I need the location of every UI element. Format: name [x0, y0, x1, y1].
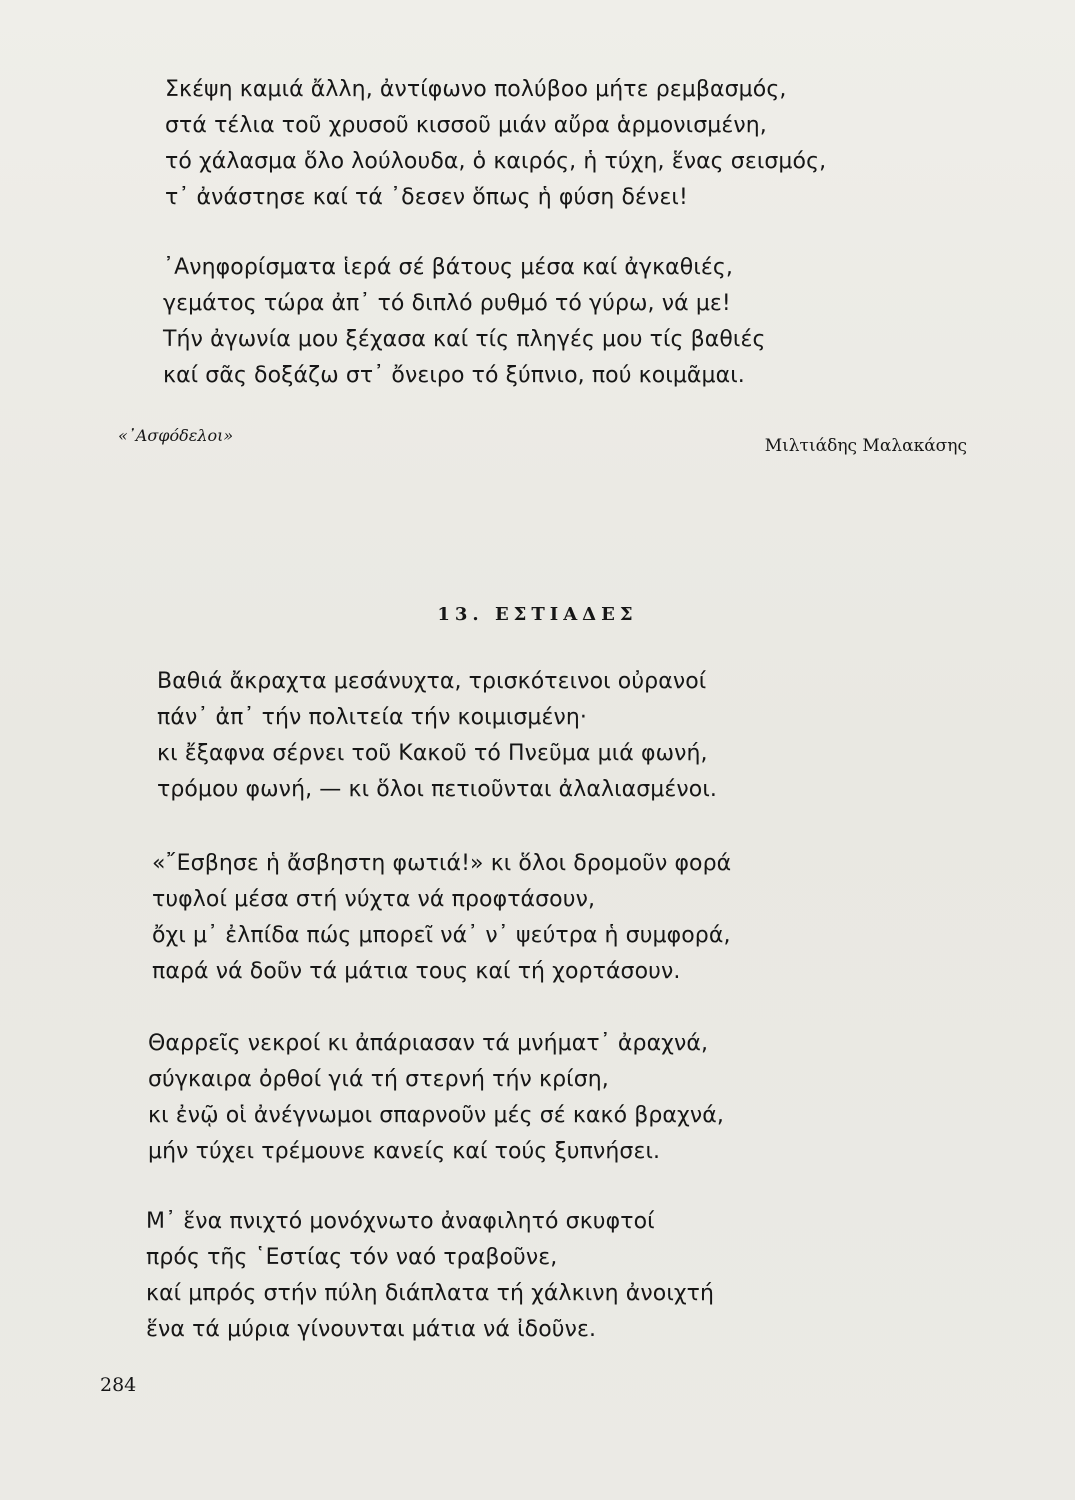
poem1-stanza-1: [165, 72, 826, 216]
verse-line: Μ᾽ ἕνα πνιχτό μονόχνωτο ἀναφιλητό σκυφτοί: [146, 1209, 655, 1234]
poem-source: «᾽Ασφόδελοι»: [118, 426, 234, 445]
verse-line: Θαρρεῖς νεκροί κι ἀπάριασαν τά μνήματ᾽ ἀραχνά,: [148, 1031, 709, 1056]
poem2-stanza-4: [146, 1204, 714, 1348]
verse-line: τ᾽ ἀνάστησε καί τά ᾽δεσεν ὅπως ἡ φύση δένει!: [165, 185, 688, 210]
verse-line: Σκέψη καμιά ἄλλη, ἀντίφωνο πολύβοο μήτε ρεμβασμός,: [165, 77, 787, 102]
verse-line: τό χάλασμα ὅλο λούλουδα, ὁ καιρός, ἡ τύχη, ἕνας σεισμός,: [165, 149, 827, 174]
verse-line: παρά νά δοῦν τά μάτια τους καί τή χορτάσουν.: [152, 959, 681, 984]
page-number: 284: [100, 1374, 137, 1396]
verse-line: Βαθιά ἄκραχτα μεσάνυχτα, τρισκότεινοι οὐρανοί: [157, 669, 707, 694]
verse-line: καί σᾶς δοξάζω στ᾽ ὄνειρο τό ξύπνιο, πού κοιμᾶμαι.: [163, 363, 745, 388]
verse-line: κι ἐνῷ οἱ ἀνέγνωμοι σπαρνοῦν μές σέ κακό βραχνά,: [148, 1103, 724, 1128]
poem-author: Μιλτιάδης Μαλακάσης: [764, 436, 967, 456]
verse-line: ἕνα τά μύρια γίνουνται μάτια νά ἰδοῦνε.: [146, 1317, 597, 1342]
verse-line: γεμάτος τώρα ἀπ᾽ τό διπλό ρυθμό τό γύρω, νά με!: [163, 291, 731, 316]
verse-line: σύγκαιρα ὀρθοί γιά τή στερνή τήν κρίση,: [148, 1067, 609, 1092]
verse-line: ὄχι μ᾽ ἐλπίδα πώς μπορεῖ νά᾽ ν᾽ ψεύτρα ἡ συμφορά,: [152, 923, 731, 948]
poem2-stanza-1: [157, 664, 717, 808]
verse-line: μήν τύχει τρέμουνε κανείς καί τούς ξυπνήσει.: [148, 1139, 661, 1164]
verse-line: πρός τῆς ῾Εστίας τόν ναό τραβοῦνε,: [146, 1245, 558, 1270]
verse-line: Τήν ἀγωνία μου ξέχασα καί τίς πληγές μου τίς βαθιές: [163, 327, 766, 352]
verse-line: πάν᾽ ἀπ᾽ τήν πολιτεία τήν κοιμισμένη·: [157, 705, 588, 730]
verse-line: τυφλοί μέσα στή νύχτα νά προφτάσουν,: [152, 887, 596, 912]
verse-line: καί μπρός στήν πύλη διάπλατα τή χάλκινη ἀνοιχτή: [146, 1281, 715, 1306]
verse-line: κι ἔξαφνα σέρνει τοῦ Κακοῦ τό Πνεῦμα μιά φωνή,: [157, 741, 708, 766]
verse-line: «῎Εσβησε ἡ ἄσβηστη φωτιά!» κι ὅλοι δρομοῦν φορά: [152, 851, 732, 876]
verse-line: στά τέλια τοῦ χρυσοῦ κισσοῦ μιάν αὔρα ἁρμονισμένη,: [165, 113, 767, 138]
poem2-stanza-2: [152, 846, 731, 990]
poem2-stanza-3: [148, 1026, 724, 1170]
poem-title: 13. ΕΣΤΙΑΔΕΣ: [437, 604, 638, 625]
poem1-stanza-2: [163, 250, 765, 394]
verse-line: ᾽Ανηφορίσματα ἱερά σέ βάτους μέσα καί ἀγκαθιές,: [163, 255, 733, 280]
verse-line: τρόμου φωνή, — κι ὅλοι πετιοῦνται ἀλαλιασμένοι.: [157, 777, 717, 802]
